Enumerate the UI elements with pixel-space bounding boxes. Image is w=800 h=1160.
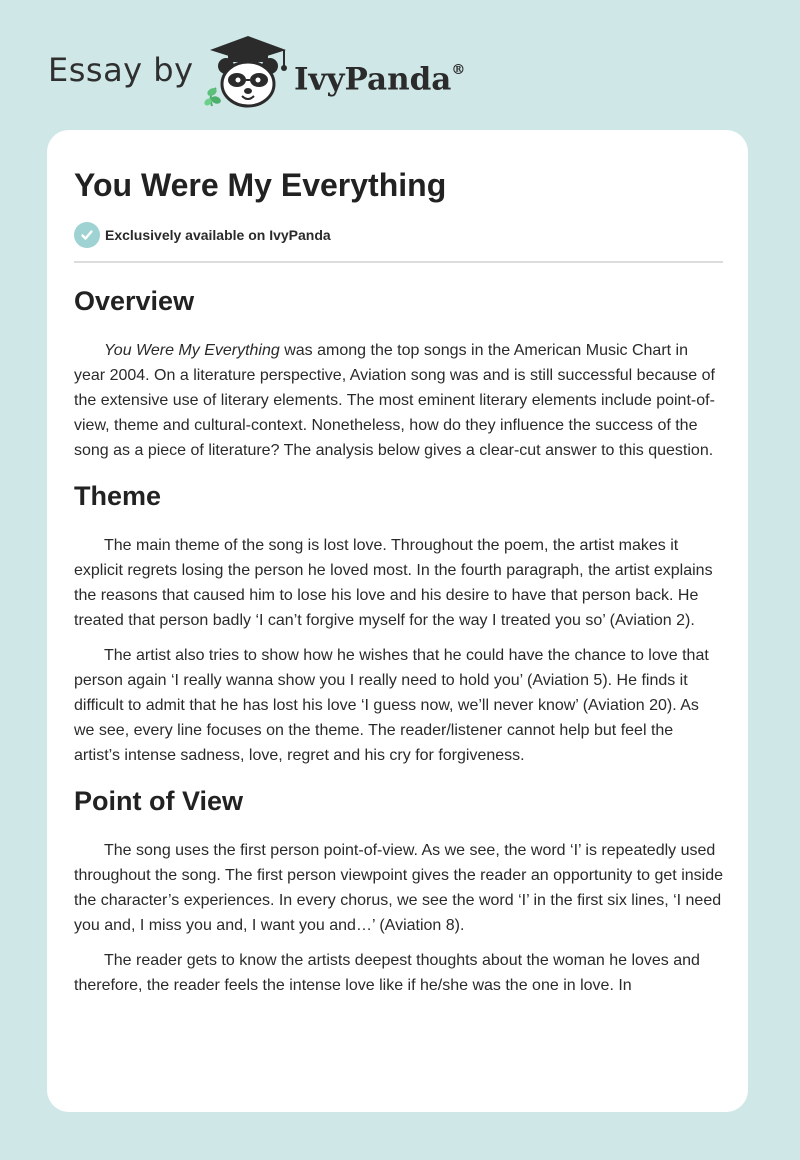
- overview-paragraph-text: was among the top songs in the American Music Chart in year 2004. On a literature perspective, Aviation song was and is still successful because of the extensive use of literary elements. The most eminent literary elements include point-of-view, theme and cultural-context. Nonetheless, how do they influence the success of the song as a piece of literature? The analysis below gives a clear-cut answer to this question.: [74, 342, 715, 459]
- exclusive-badge: [74, 222, 331, 248]
- exclusive-label: Exclusively available on IvyPanda: [105, 227, 331, 243]
- ivypanda-panda-icon: [200, 34, 296, 110]
- brand-text: IvyPanda: [294, 61, 452, 98]
- theme-paragraph-2: The artist also tries to show how he wishes that he could have the chance to love that person again ‘I really wanna show you I really need to hold you’ (Aviation 5). He finds it difficult to admit that he has lost his love ‘I guess now, we’ll never know’ (Aviation 20). As we see, every line focuses on the theme. The reader/listener cannot help but feel the artist’s intense sadness, love, regret and his cry for forgiveness.: [74, 647, 709, 764]
- point-of-view-paragraph-1: The song uses the first person point-of-view. As we see, the word ‘I’ is repeatedly used throughout the song. The first person viewpoint gives the reader an opportunity to get inside the character’s experiences. In every chorus, we see the word ‘I’ in the first six lines, ‘I need you and, I miss you and, I want you and…’ (Aviation 8).: [74, 842, 723, 934]
- registered-mark: ®: [451, 62, 466, 78]
- section-heading-theme: Theme: [74, 481, 162, 511]
- check-circle-icon: [74, 222, 100, 248]
- essay-title: You Were My Everything: [74, 167, 447, 203]
- essay-card: [47, 130, 748, 1112]
- section-heading-point-of-view: Point of View: [74, 786, 244, 816]
- title-divider: [74, 261, 723, 263]
- site-header: [0, 0, 800, 120]
- song-title-italic: You Were My Everything: [104, 342, 280, 359]
- brand-name: [294, 54, 465, 99]
- point-of-view-paragraph-2: The reader gets to know the artists deepest thoughts about the woman he loves and therefore, the reader feels the intense love like if he/she was the one in love. In: [74, 952, 700, 994]
- essay-body: [74, 284, 723, 1008]
- theme-paragraph-1: The main theme of the song is lost love. Throughout the poem, the artist makes it explicit regrets losing the person he loved most. In the fourth paragraph, the artist explains the reasons that caused him to lose his love and his desire to have that person back. He treated that person badly ‘I can’t forgive myself for the way I treated you so’ (Aviation 2).: [74, 537, 713, 629]
- overview-paragraph: [74, 338, 723, 463]
- essay-by-label: Essay by: [48, 51, 194, 89]
- section-heading-overview: Overview: [74, 286, 195, 316]
